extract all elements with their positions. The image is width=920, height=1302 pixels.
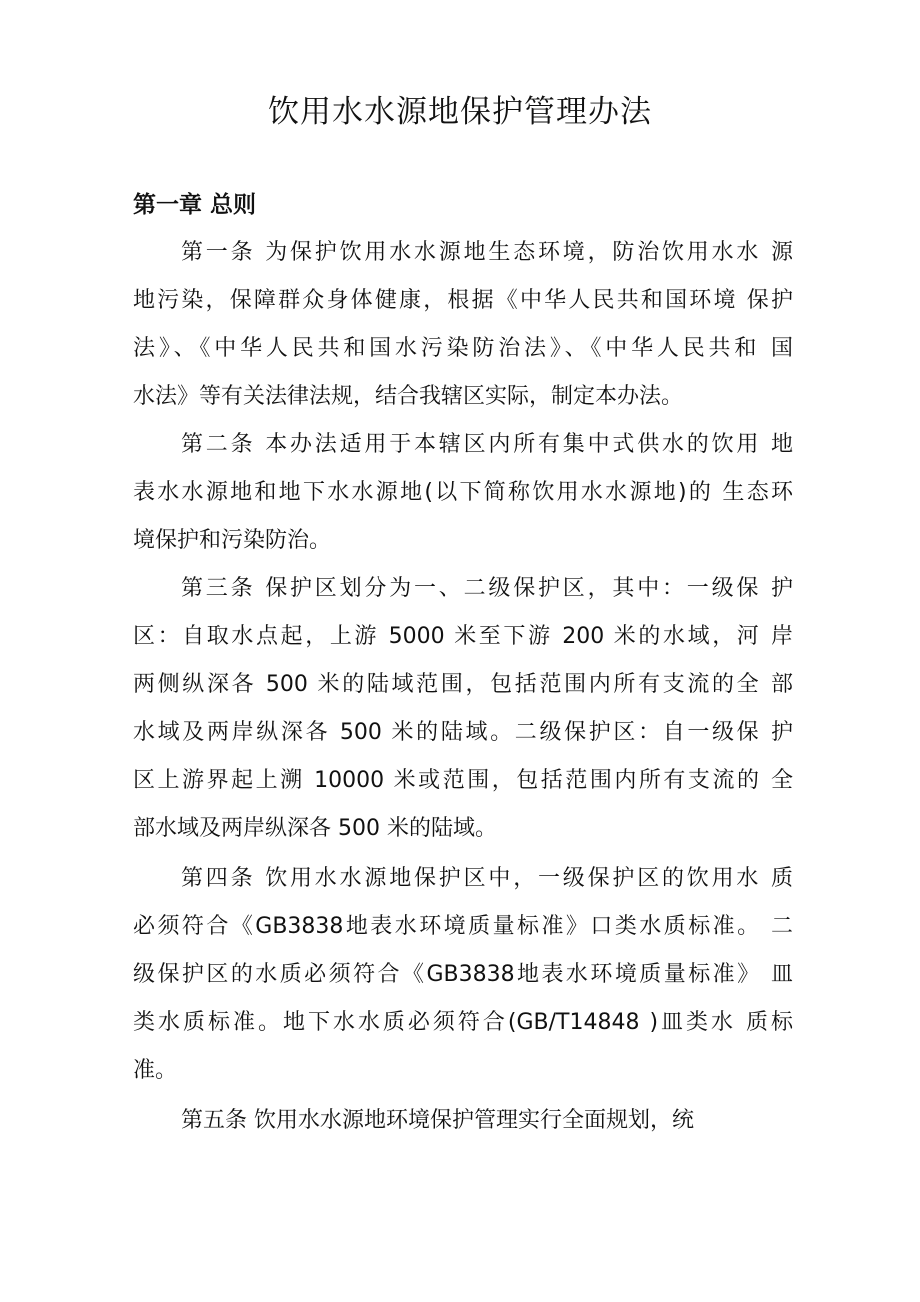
- document-title: 饮用水水源地保护管理办法: [268, 94, 652, 130]
- article-4-paragraph: [133, 855, 793, 1095]
- paragraph-line: 两侧纵深各 500 米的陆域范围，包括范围内所有支流的全 部: [133, 672, 793, 697]
- paragraph-line: 地污染，保障群众身体健康，根据《中华人民共和国环境 保护: [133, 288, 793, 313]
- article-3-paragraph: [133, 565, 793, 853]
- chapter-heading: 第一章 总则: [133, 192, 257, 218]
- paragraph-line: 类水质标准。地下水水质必须符合(GB/T14848 )皿类水 质标: [133, 1010, 793, 1035]
- article-2-paragraph: [133, 421, 793, 565]
- paragraph-line: 区上游界起上溯 10000 米或范围，包括范围内所有支流的 全: [133, 768, 793, 793]
- paragraph-line: 必须符合《GB3838地表水环境质量标准》口类水质标准。 二: [133, 914, 793, 939]
- paragraph-line: 第一条 为保护饮用水水源地生态环境，防治饮用水水 源: [181, 240, 793, 265]
- paragraph-line: 水法》等有关法律法规，结合我辖区实际，制定本办法。: [133, 384, 684, 409]
- paragraph-line: 部水域及两岸纵深各 500 米的陆域。: [133, 816, 497, 841]
- paragraph-line: 准。: [133, 1058, 178, 1083]
- paragraph-line: 区：自取水点起，上游 5000 米至下游 200 米的水域，河 岸: [133, 624, 793, 649]
- paragraph-line: 第二条 本办法适用于本辖区内所有集中式供水的饮用 地: [181, 432, 793, 457]
- paragraph-line: 级保护区的水质必须符合《GB3838地表水环境质量标准》 皿: [133, 962, 793, 987]
- paragraph-line: 第五条 饮用水水源地环境保护管理实行全面规划，统: [181, 1108, 694, 1133]
- paragraph-line: 第三条 保护区划分为一、二级保护区，其中：一级保 护: [181, 576, 793, 601]
- paragraph-line: 表水水源地和地下水水源地(以下简称饮用水水源地)的 生态环: [133, 480, 793, 505]
- paragraph-line: 第四条 饮用水水源地保护区中，一级保护区的饮用水 质: [181, 866, 793, 891]
- article-5-paragraph: [133, 1097, 793, 1145]
- paragraph-line: 境保护和污染防治。: [133, 528, 332, 553]
- article-1-paragraph: [133, 229, 793, 421]
- paragraph-line: 法》、《中华人民共和国水污染防治法》、《中华人民共和 国: [133, 336, 793, 361]
- paragraph-line: 水域及两岸纵深各 500 米的陆域。二级保护区：自一级保 护: [133, 720, 793, 745]
